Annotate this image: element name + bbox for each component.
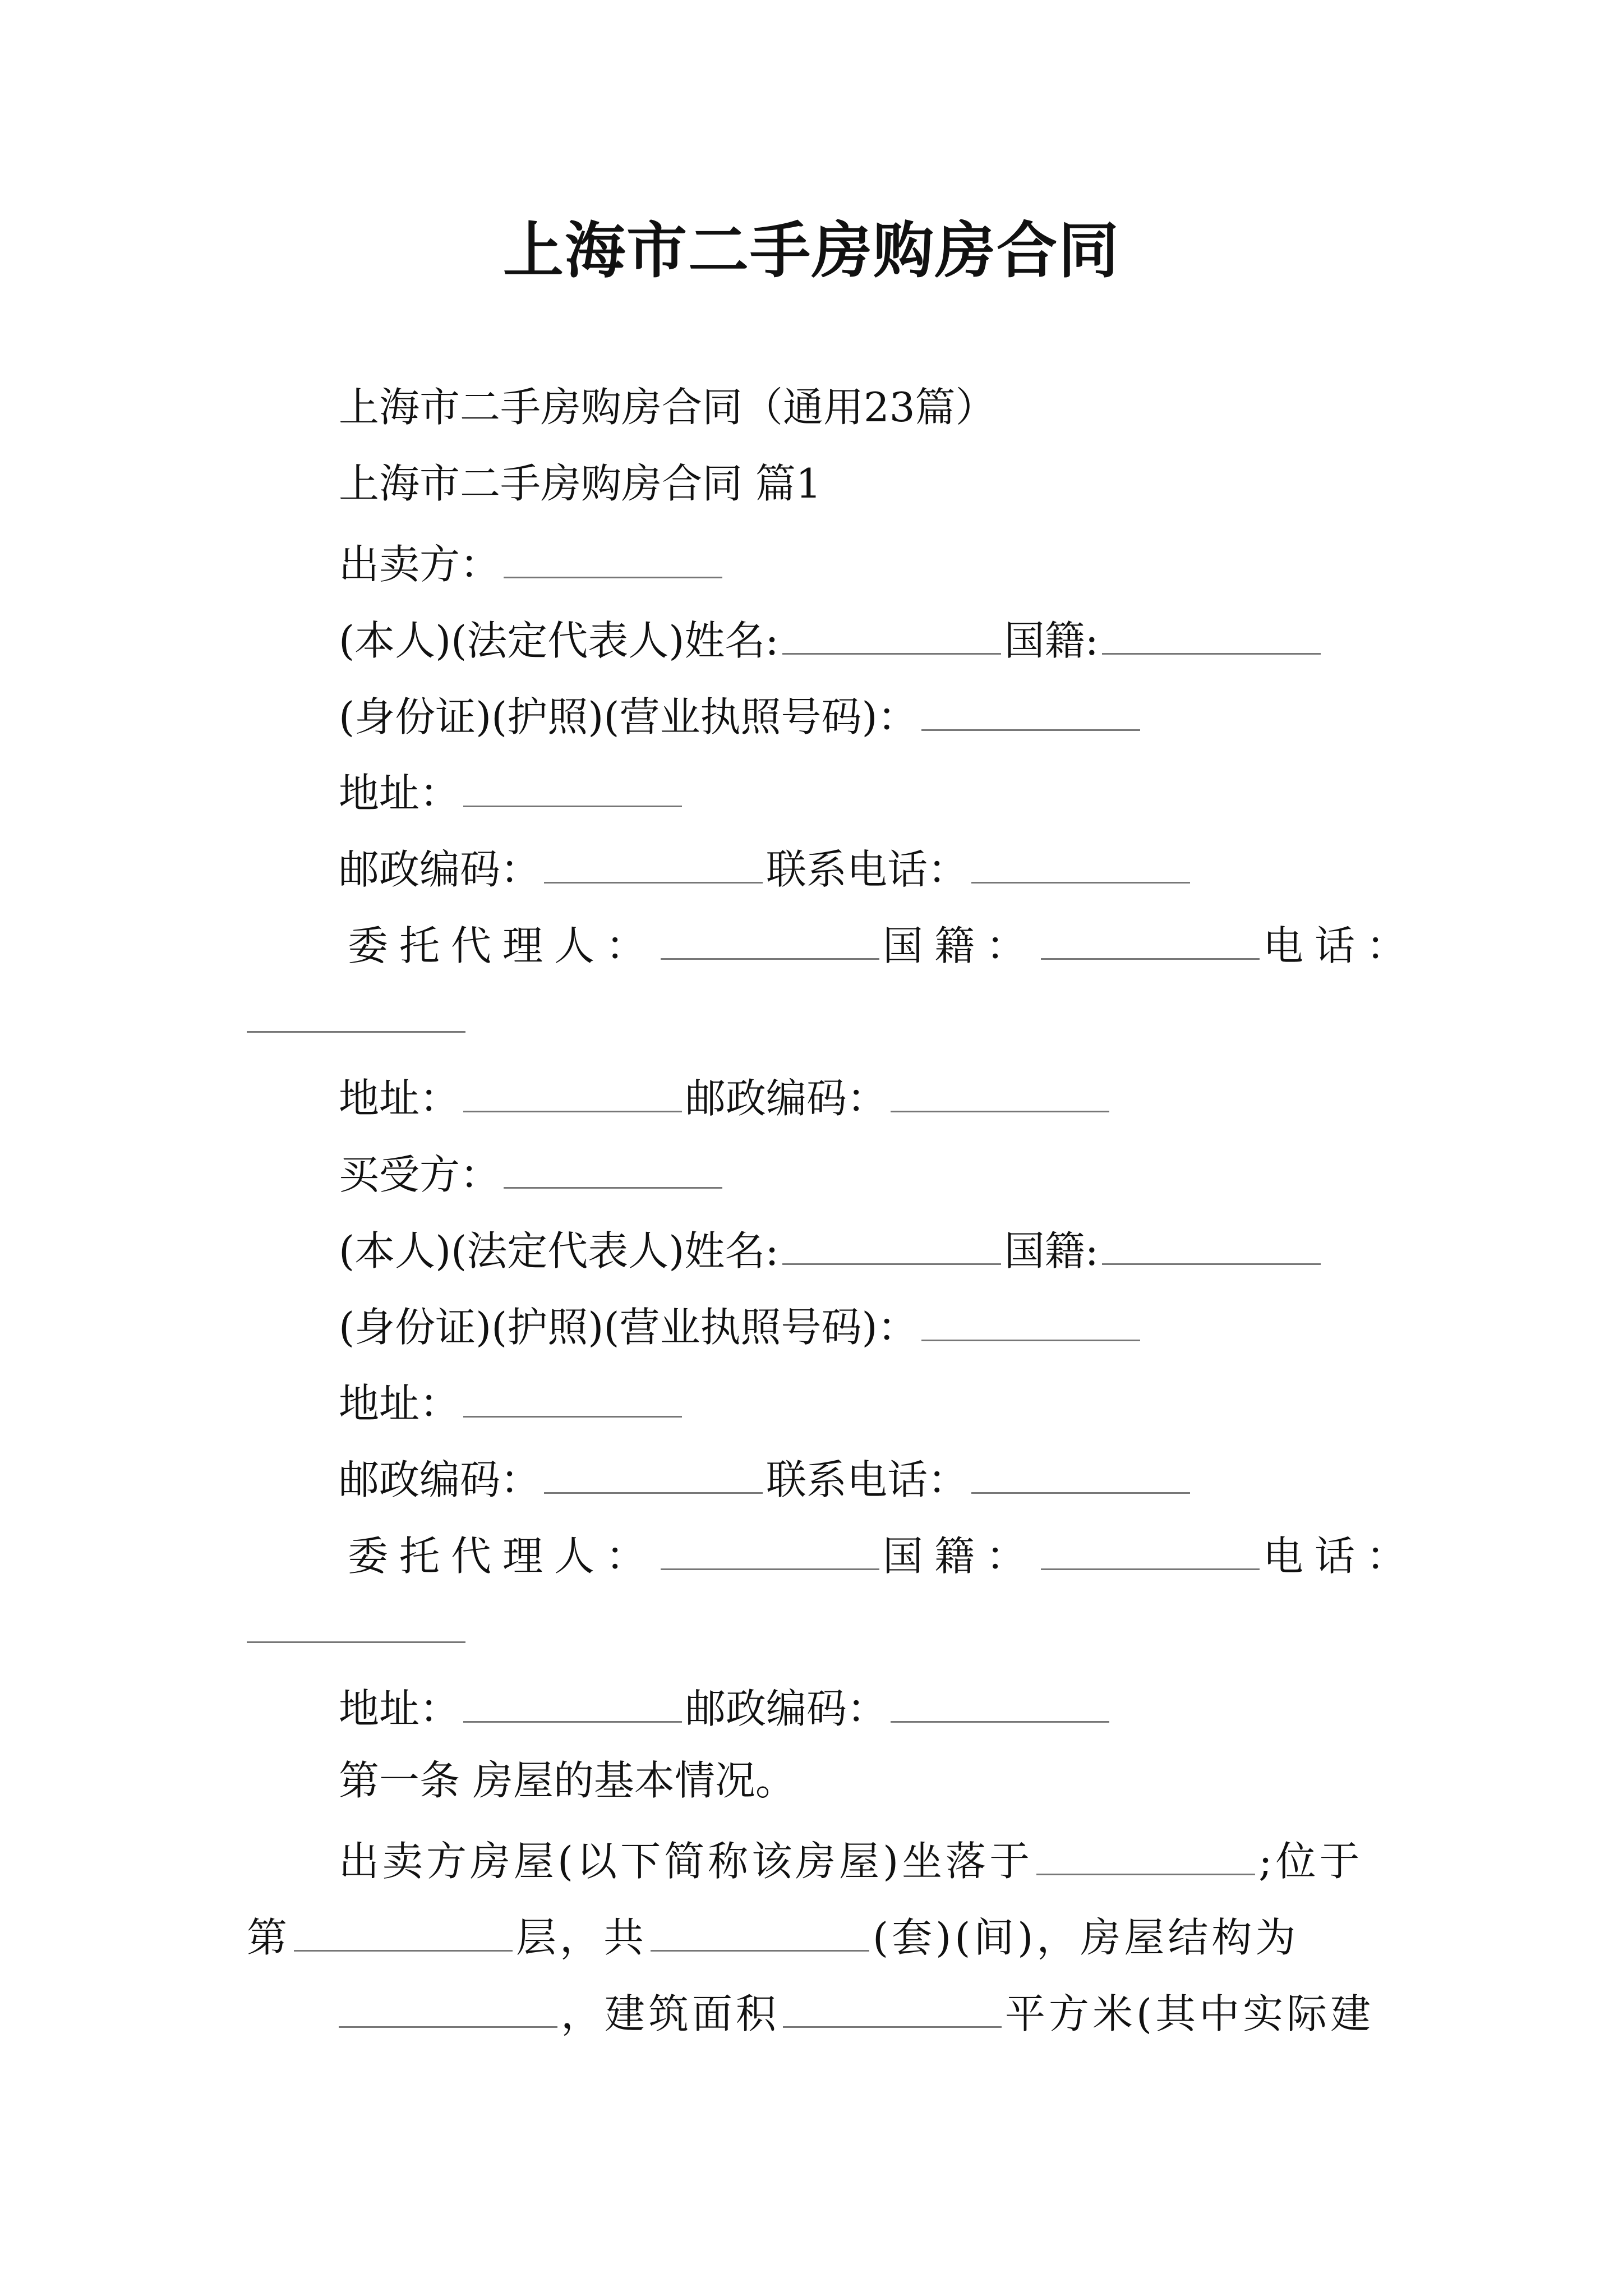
buyer-address-line [339, 1379, 685, 1427]
buyer-postcode-label: 邮政编码： [339, 1456, 541, 1503]
buyer-address-label: 地址： [339, 1380, 460, 1427]
buyer-agent-phone-label: 电话： [1263, 1533, 1418, 1580]
structure-blank[interactable] [339, 1989, 557, 2028]
seller-nationality-blank[interactable] [1102, 616, 1321, 655]
seller-agent-postcode-label: 邮政编码： [685, 1075, 888, 1122]
seller-agent-nationality-label: 国籍： [883, 922, 1038, 969]
buyer-agent-postcode-label: 邮政编码： [685, 1685, 888, 1732]
seller-agent-phone-blank[interactable] [247, 994, 465, 1033]
seller-address-blank[interactable] [463, 769, 682, 807]
buyer-name-blank[interactable] [782, 1226, 1001, 1265]
seller-agent-address-line [339, 1074, 1113, 1122]
clause1-line3 [339, 1989, 1375, 2037]
buyer-agent-label: 委托代理人： [348, 1533, 658, 1580]
document-title: 上海市二手房购房合同 [502, 215, 1120, 286]
buyer-agent-postcode-blank[interactable] [891, 1684, 1109, 1723]
seller-id-line [339, 692, 1144, 740]
seller-nationality-label: 国籍: [1004, 617, 1099, 664]
buyer-agent-address-label: 地址： [339, 1685, 460, 1732]
seller-address-line [339, 769, 685, 817]
seller-agent-phone-line [247, 994, 465, 1033]
seller-agent-address-blank[interactable] [463, 1074, 682, 1112]
buyer-phone-blank[interactable] [971, 1455, 1190, 1494]
buyer-id-label: (身份证)(护照)(营业执照号码)： [339, 1304, 918, 1351]
seller-party-label: 出卖方： [339, 541, 501, 588]
buyer-agent-nationality-blank[interactable] [1041, 1531, 1260, 1570]
seller-name-line [339, 616, 1324, 664]
seller-postcode-line [339, 845, 1193, 893]
buyer-nationality-blank[interactable] [1102, 1226, 1321, 1265]
buyer-party-blank[interactable] [504, 1150, 722, 1189]
area-blank[interactable] [783, 1989, 1002, 2028]
seller-postcode-blank[interactable] [544, 845, 763, 884]
buyer-address-blank[interactable] [463, 1379, 682, 1418]
buyer-postcode-line [339, 1455, 1193, 1503]
clause1-line2-floor: 层，共 [516, 1914, 648, 1961]
buyer-name-line [339, 1226, 1324, 1274]
seller-party-blank[interactable] [504, 540, 722, 578]
buyer-nationality-label: 国籍: [1004, 1227, 1099, 1274]
clause1-line3-area: ，建筑面积 [561, 1990, 780, 2037]
seller-phone-label: 联系电话： [766, 846, 969, 893]
clause1-line1-text: 出卖方房屋(以下简称该房屋)坐落于 [339, 1838, 1034, 1885]
house-location-blank[interactable] [1036, 1837, 1255, 1875]
seller-agent-postcode-blank[interactable] [891, 1074, 1109, 1112]
seller-postcode-label: 邮政编码： [339, 846, 541, 893]
buyer-agent-blank[interactable] [661, 1531, 879, 1570]
document-subtitle: 上海市二手房购房合同（通用23篇） [339, 384, 996, 431]
seller-party-line [339, 540, 726, 588]
seller-address-label: 地址： [339, 770, 460, 817]
clause1-line1-tail: ;位于 [1258, 1838, 1363, 1885]
buyer-agent-line [348, 1531, 1418, 1580]
seller-id-blank[interactable] [921, 692, 1140, 731]
buyer-postcode-blank[interactable] [544, 1455, 763, 1494]
seller-agent-label: 委托代理人： [348, 922, 658, 969]
clause1-line2 [247, 1913, 1299, 1961]
buyer-name-label: (本人)(法定代表人)姓名: [339, 1227, 779, 1274]
seller-agent-address-label: 地址： [339, 1075, 460, 1122]
article-heading: 上海市二手房购房合同 篇1 [339, 460, 822, 507]
buyer-party-label: 买受方： [339, 1151, 501, 1198]
buyer-party-line [339, 1150, 726, 1198]
buyer-agent-phone-blank[interactable] [247, 1604, 465, 1643]
buyer-phone-label: 联系电话： [766, 1456, 969, 1503]
buyer-id-line [339, 1303, 1144, 1351]
buyer-id-blank[interactable] [921, 1303, 1140, 1341]
buyer-agent-address-line [339, 1684, 1113, 1732]
seller-agent-phone-label: 电话： [1263, 922, 1418, 969]
seller-name-label: (本人)(法定代表人)姓名: [339, 617, 779, 664]
clause1-line2-structure: (套)(间)，房屋结构为 [873, 1914, 1299, 1961]
seller-name-blank[interactable] [782, 616, 1001, 655]
seller-agent-line [348, 921, 1418, 969]
seller-agent-blank[interactable] [661, 921, 879, 960]
clause1-line3-tail: 平方米(其中实际建 [1005, 1990, 1375, 2037]
seller-agent-nationality-blank[interactable] [1041, 921, 1260, 960]
clause1-line1 [339, 1837, 1363, 1885]
buyer-agent-address-blank[interactable] [463, 1684, 682, 1723]
buyer-agent-nationality-label: 国籍： [883, 1533, 1038, 1580]
clause1-heading: 第一条 房屋的基本情况。 [339, 1757, 796, 1804]
units-blank[interactable] [651, 1913, 869, 1952]
floor-blank[interactable] [294, 1913, 513, 1952]
seller-id-label: (身份证)(护照)(营业执照号码)： [339, 693, 918, 740]
buyer-agent-phone-line [247, 1604, 465, 1643]
clause1-line2-first: 第 [247, 1914, 291, 1961]
seller-phone-blank[interactable] [971, 845, 1190, 884]
